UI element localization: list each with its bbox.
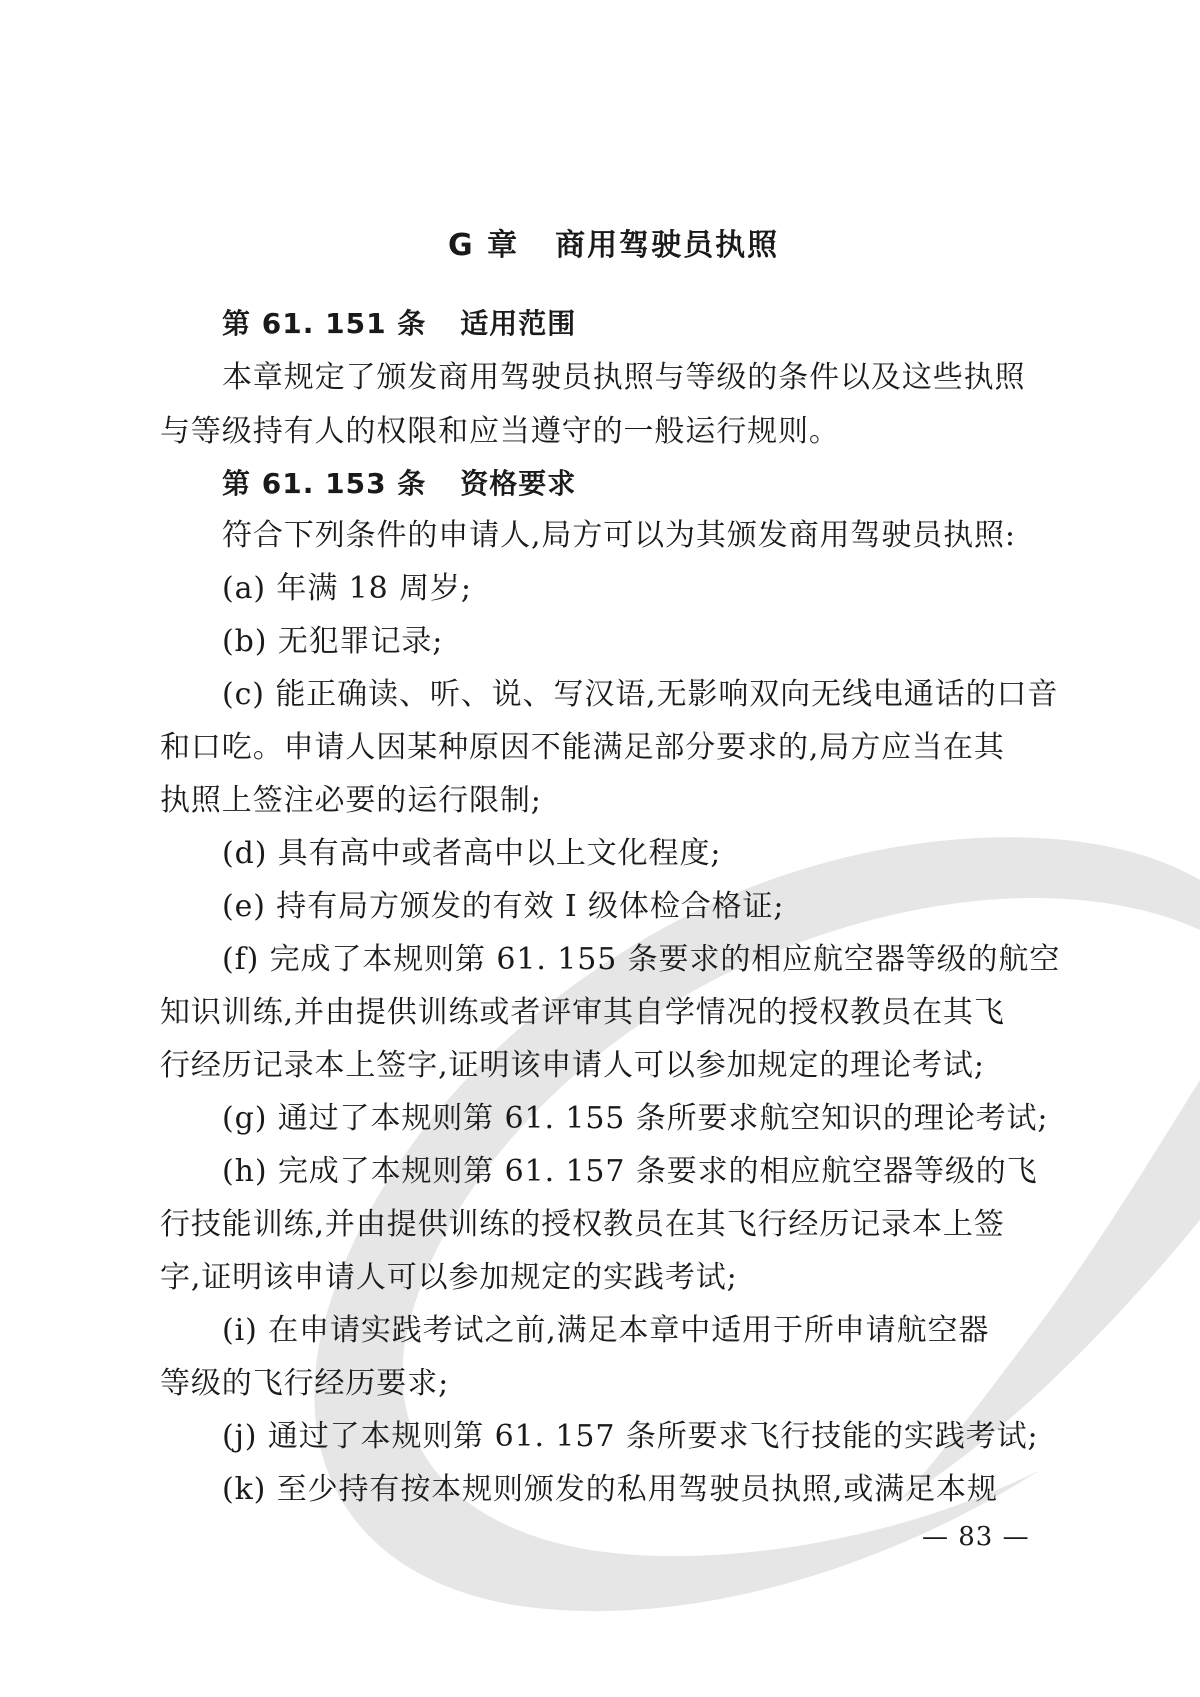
paragraph-line: 和口吃。申请人因某种原因不能满足部分要求的,局方应当在其 (160, 730, 1005, 765)
article-heading (222, 464, 576, 504)
paragraph-line: 与等级持有人的权限和应当遵守的一般运行规则。 (160, 414, 840, 449)
chapter-heading (448, 226, 779, 266)
article-title: 资格要求 (460, 467, 577, 500)
list-item: (f) 完成了本规则第 61. 155 条要求的相应航空器等级的航空 (222, 942, 1061, 977)
paragraph-line: 本章规定了颁发商用驾驶员执照与等级的条件以及这些执照 (222, 360, 1026, 395)
paragraph-line: 等级的飞行经历要求; (160, 1366, 450, 1401)
list-item: (d) 具有高中或者高中以上文化程度; (222, 836, 722, 871)
list-item: (b) 无犯罪记录; (222, 624, 444, 659)
chapter-title: 商用驾驶员执照 (555, 228, 780, 263)
list-item: (i) 在申请实践考试之前,满足本章中适用于所申请航空器 (222, 1313, 990, 1348)
list-item: (j) 通过了本规则第 61. 157 条所要求飞行技能的实践考试; (222, 1419, 1039, 1454)
article-title: 适用范围 (460, 307, 577, 340)
list-item: (c) 能正确读、听、说、写汉语,无影响双向无线电通话的口音 (222, 677, 1059, 712)
list-item: (a) 年满 18 周岁; (222, 571, 472, 606)
page-number: — 83 — (922, 1522, 1030, 1552)
paragraph-line: 行技能训练,并由提供训练的授权教员在其飞行经历记录本上签 (160, 1207, 1005, 1242)
list-item: (h) 完成了本规则第 61. 157 条要求的相应航空器等级的飞 (222, 1154, 1038, 1189)
paragraph-line: 符合下列条件的申请人,局方可以为其颁发商用驾驶员执照: (222, 518, 1016, 553)
article-heading (222, 304, 576, 344)
article-number: 第 61. 153 条 (222, 467, 427, 500)
article-number: 第 61. 151 条 (222, 307, 427, 340)
list-item: (g) 通过了本规则第 61. 155 条所要求航空知识的理论考试; (222, 1101, 1049, 1136)
paragraph-line: 字,证明该申请人可以参加规定的实践考试; (160, 1260, 738, 1295)
paragraph-line: 知识训练,并由提供训练或者评审其自学情况的授权教员在其飞 (160, 995, 1005, 1030)
list-item: (e) 持有局方颁发的有效 I 级体检合格证; (222, 889, 785, 924)
chapter-label: G 章 (448, 228, 520, 263)
paragraph-line: 行经历记录本上签字,证明该申请人可以参加规定的理论考试; (160, 1048, 985, 1083)
list-item: (k) 至少持有按本规则颁发的私用驾驶员执照,或满足本规 (222, 1472, 998, 1507)
paragraph-line: 执照上签注必要的运行限制; (160, 783, 542, 818)
